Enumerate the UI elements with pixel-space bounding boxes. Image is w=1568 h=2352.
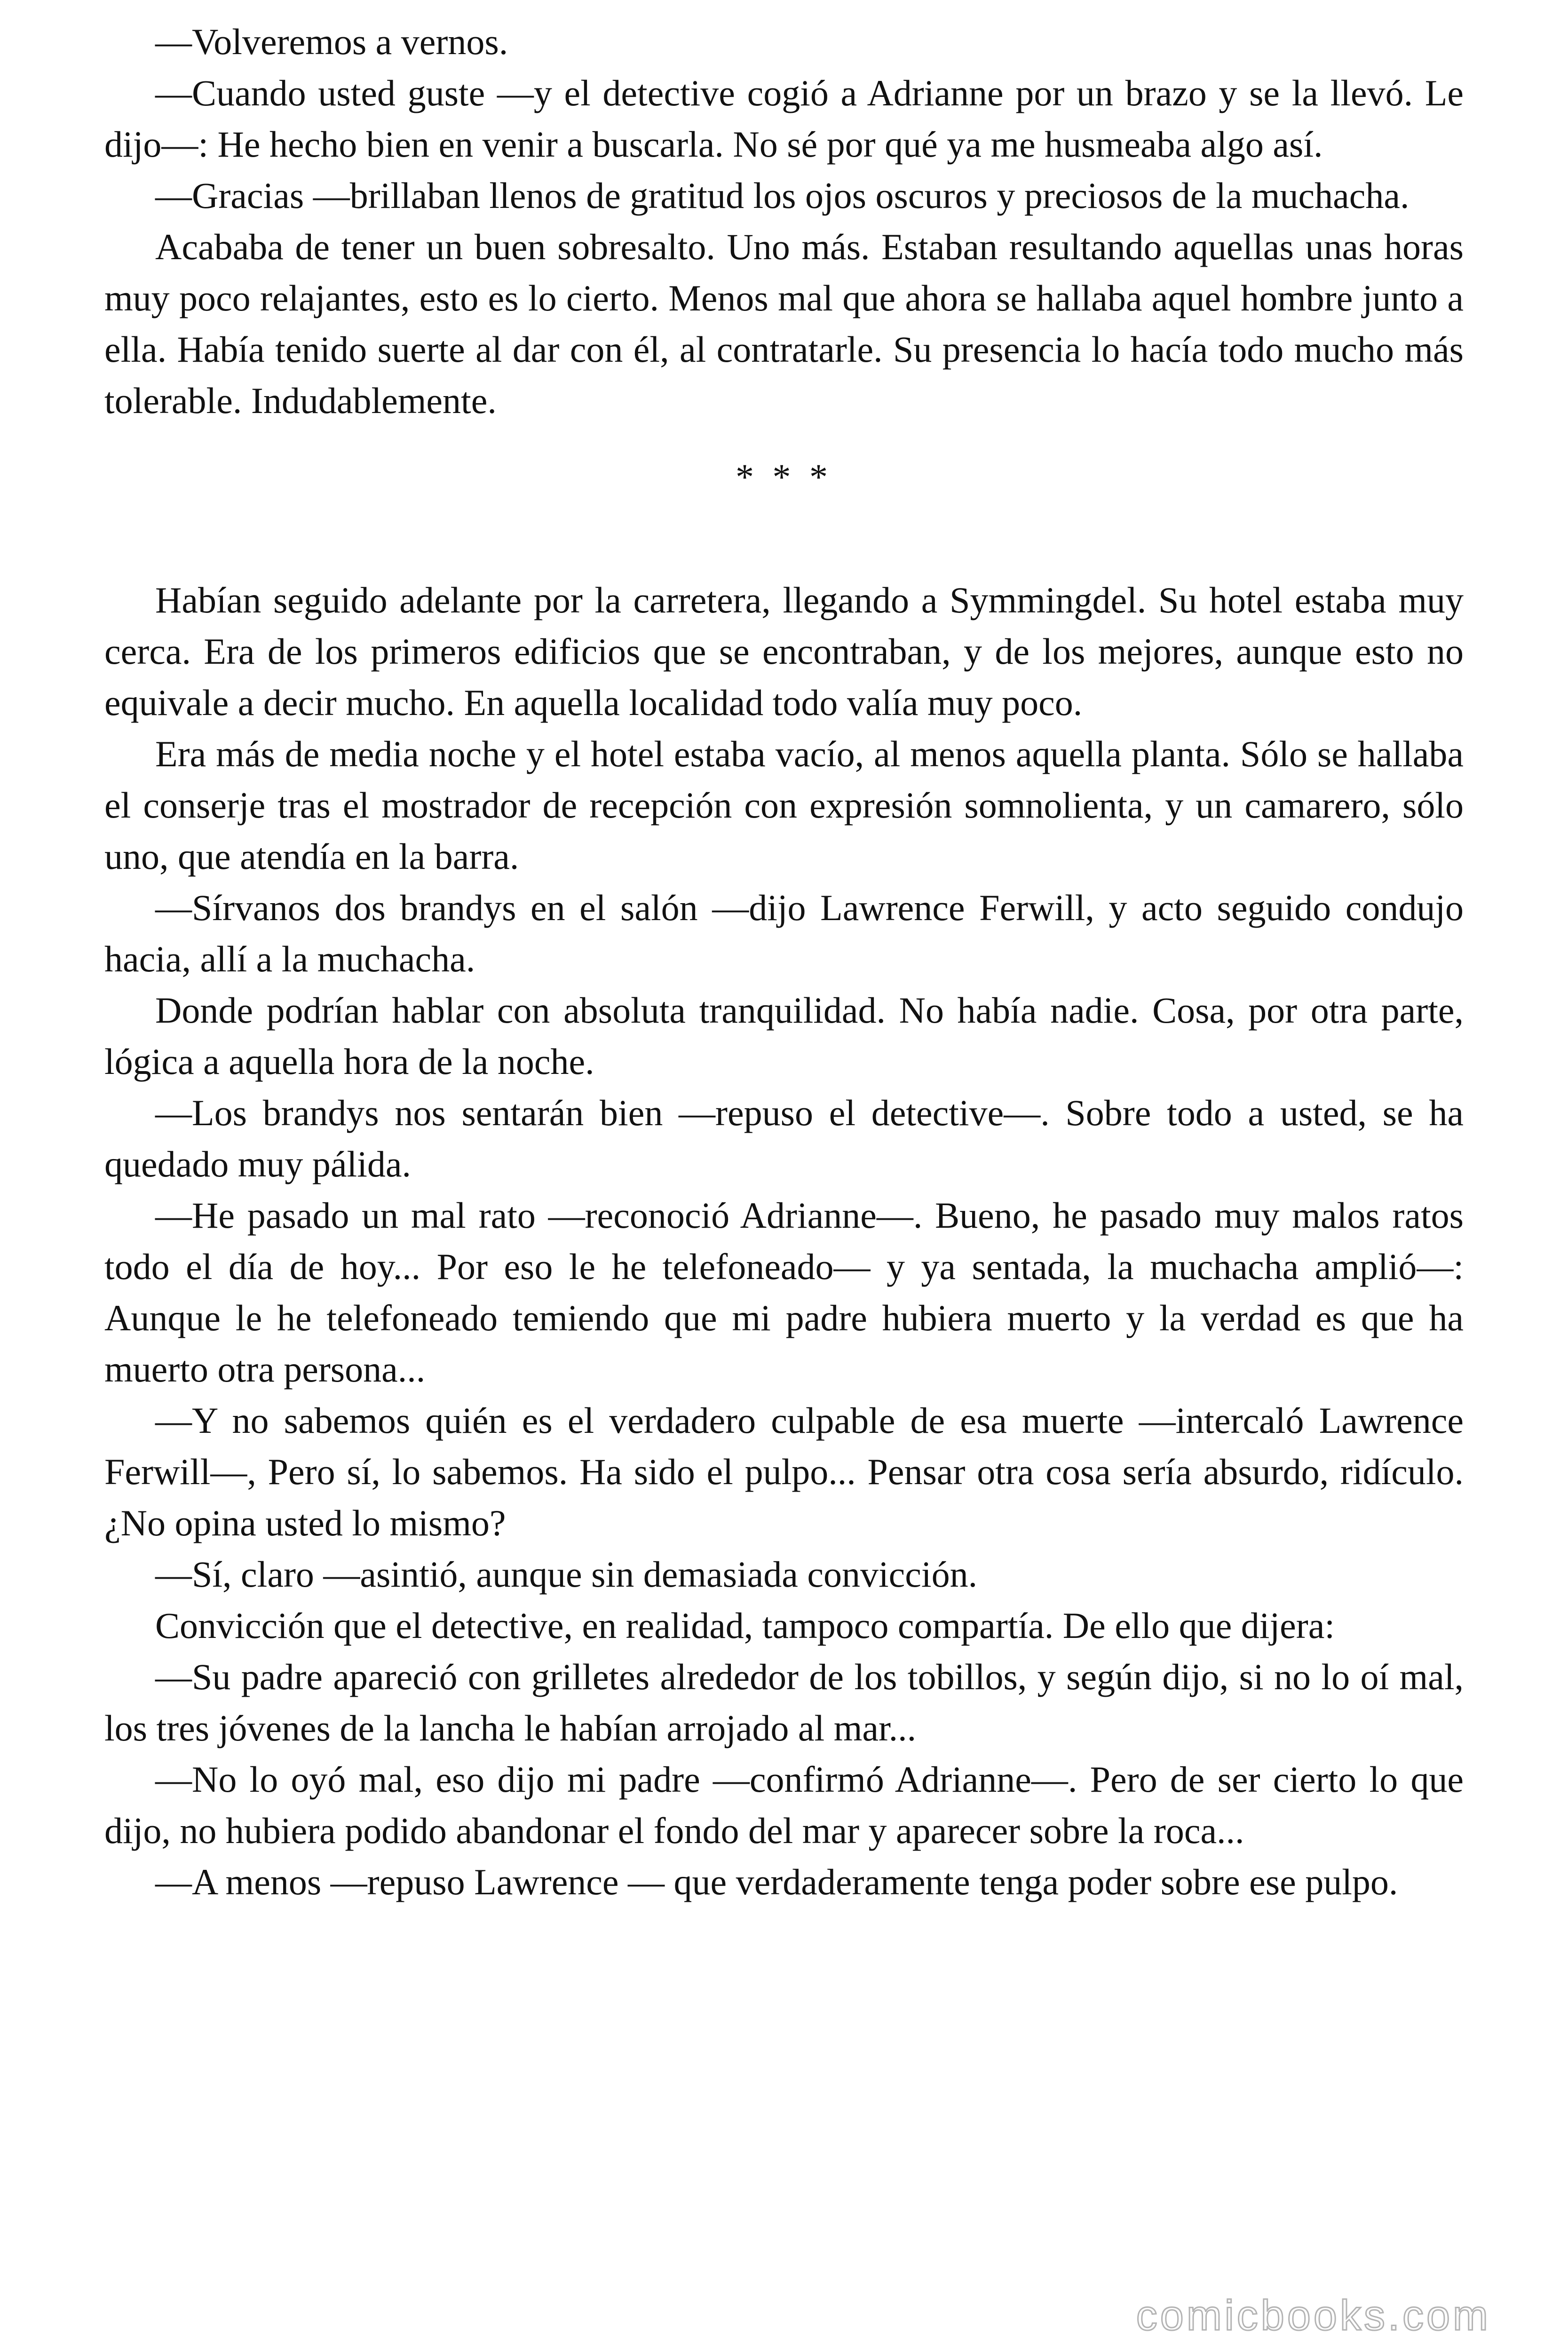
paragraph: —Los brandys nos sentarán bien —repuso el detective—. Sobre todo a usted, se ha quedado muy pálida. (104, 1092, 1464, 1184)
paragraph: Habían seguido adelante por la carretera, llegando a Symmingdel. Su hotel estaba muy cerca. Era de los primeros edificios que se encontraban, y de los mejores, aunque esto no equivale a decir mucho. En aquella localidad todo valía muy poco. (104, 580, 1464, 723)
watermark: comicbooks.com (1136, 2292, 1491, 2339)
paragraph: —Cuando usted guste —y el detective cogió a Adrianne por un brazo y se la llevó. Le dijo—: He hecho bien en venir a buscarla. No sé por qué ya me husmeaba algo así. (104, 72, 1464, 165)
scene-break-separator: * * * (736, 456, 832, 497)
body-text (104, 16, 1464, 1907)
paragraph: Acababa de tener un buen sobresalto. Uno más. Estaban resultando aquellas unas horas muy poco relajantes, esto es lo cierto. Menos mal que ahora se hallaba aquel hombre junto a ella. Había tenido suerte al dar con él, al contratarle. Su presencia lo hacía todo mucho más tolerable. Indudablemente. (104, 226, 1464, 421)
paragraph: —Su padre apareció con grilletes alrededor de los tobillos, y según dijo, si no lo oí mal, los tres jóvenes de la lancha le habían arrojado al mar... (104, 1656, 1464, 1748)
paragraph: —Sírvanos dos brandys en el salón —dijo Lawrence Ferwill, y acto seguido condujo hacia, allí a la muchacha. (104, 887, 1464, 979)
paragraph: —Y no sabemos quién es el verdadero culpable de esa muerte —intercaló Lawrence Ferwill—, Pero sí, lo sabemos. Ha sido el pulpo... Pensar otra cosa sería absurdo, ridículo. ¿No opina usted lo mismo? (104, 1400, 1464, 1543)
paragraph: —Gracias —brillaban llenos de gratitud los ojos oscuros y preciosos de la muchacha. (155, 175, 1410, 216)
paragraph: —He pasado un mal rato —reconoció Adrianne—. Bueno, he pasado muy malos ratos todo el día de hoy... Por eso le he telefoneado— y ya sentada, la muchacha amplió—: Aunque le he telefoneado temiendo que mi padre hubiera muerto y la verdad es que ha muerto otra persona... (104, 1195, 1464, 1390)
paragraph: —No lo oyó mal, eso dijo mi padre —confirmó Adrianne—. Pero de ser cierto lo que dijo, no hubiera podido abandonar el fondo del mar y aparecer sobre la roca... (104, 1759, 1464, 1851)
paragraph: —Sí, claro —asintió, aunque sin demasiada convicción. (155, 1554, 978, 1595)
paragraph: Convicción que el detective, en realidad, tampoco compartía. De ello que dijera: (155, 1605, 1335, 1646)
paragraph: Donde podrían hablar con absoluta tranquilidad. No había nadie. Cosa, por otra parte, lógica a aquella hora de la noche. (104, 990, 1464, 1082)
paragraph: Era más de media noche y el hotel estaba vacío, al menos aquella planta. Sólo se hallaba el conserje tras el mostrador de recepción con expresión somnolienta, y un camarero, sólo uno, que atendía en la barra. (104, 733, 1464, 877)
paragraph: —Volveremos a vernos. (155, 21, 508, 62)
paragraph: —A menos —repuso Lawrence — que verdaderamente tenga poder sobre ese pulpo. (155, 1861, 1398, 1902)
